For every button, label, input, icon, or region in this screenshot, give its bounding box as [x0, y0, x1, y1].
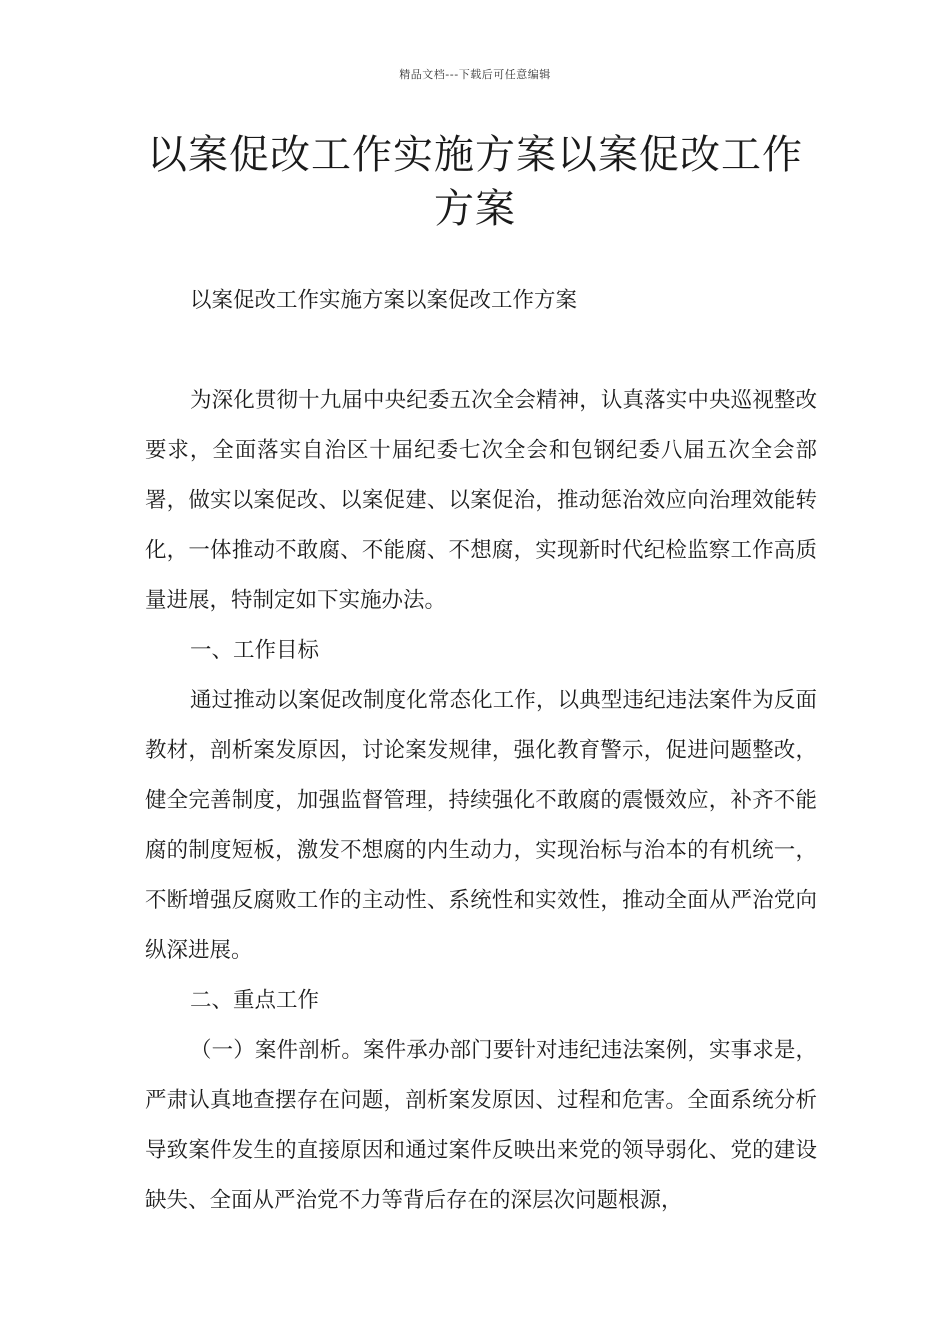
- goals-paragraph: 通过推动以案促改制度化常态化工作，以典型违纪违法案件为反面教材，剖析案发原因，讨论案发规律，强化教育警示，促进问题整改，健全完善制度，加强监督管理，持续强化不敢腐的震慑效应，补齐不能腐的制度短板，激发不想腐的内生动力，实现治标与治本的有机统一，不断增强反腐败工作的主动性、系统性和实效性，推动全面从严治党向纵深进展。: [145, 688, 817, 963]
- case-analysis-paragraph: （一）案件剖析。案件承办部门要针对违纪违法案例，实事求是，严肃认真地查摆存在问题，剖析案发原因、过程和危害。全面系统分析导致案件发生的直接原因和通过案件反映出来党的领导弱化、党的建设缺失、全面从严治党不力等背后存在的深层次问题根源，: [145, 1038, 817, 1213]
- document-title: 以案促改工作实施方案以案促改工作方案: [147, 132, 803, 232]
- intro-paragraph: 为深化贯彻十九届中央纪委五次全会精神，认真落实中央巡视整改要求，全面落实自治区十届纪委七次全会和包钢纪委八届五次全会部署，做实以案促改、以案促建、以案促治，推动惩治效应向治理效能转化，一体推动不敢腐、不能腐、不想腐，实现新时代纪检监察工作高质量进展，特制定如下实施办法。: [145, 388, 817, 613]
- section-heading-key-work: 二、重点工作: [190, 988, 320, 1013]
- header-note: 精品文档---下载后可任意编辑: [399, 68, 551, 81]
- section-heading-goals: 一、工作目标: [190, 638, 320, 663]
- document-body: [145, 276, 817, 1226]
- subtitle-paragraph: 以案促改工作实施方案以案促改工作方案: [190, 288, 578, 313]
